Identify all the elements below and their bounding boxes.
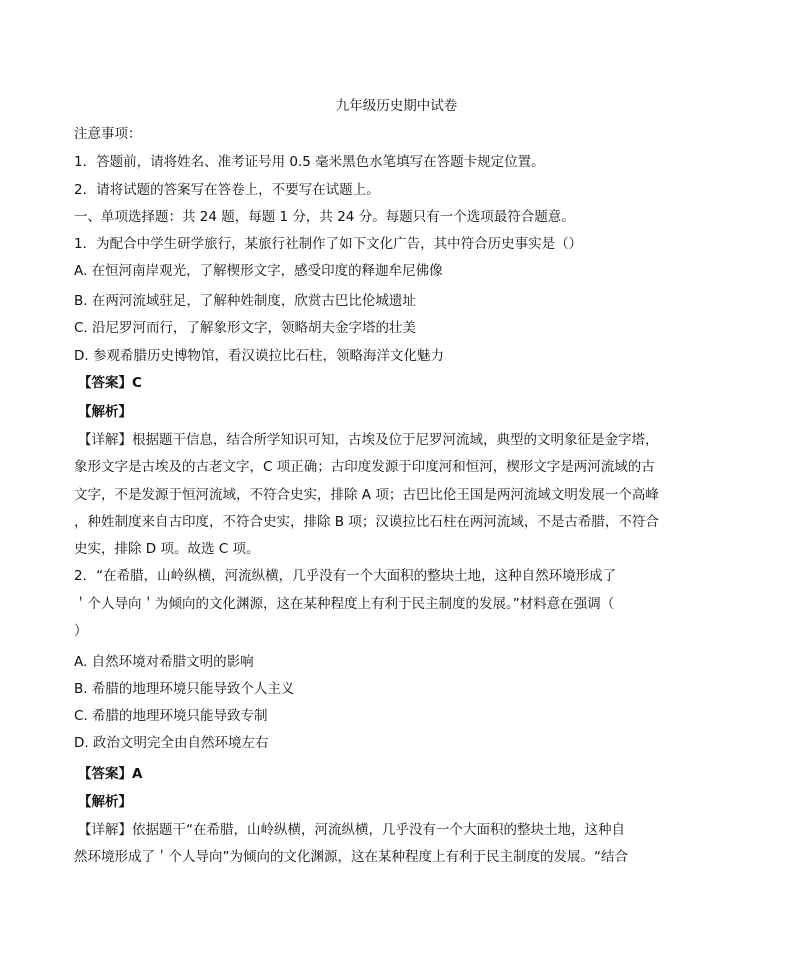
detail-line: 象形文字是古埃及的古老文字，C 项正确；古印度发源于印度河和恒河，楔形文字是两河流域的古 bbox=[74, 459, 655, 475]
detail-line: 【详解】依据题干“在希腊，山岭纵横，河流纵横，几乎没有一个大面积的整块土地，这种自 bbox=[78, 822, 625, 838]
detail-line: 然环境形成了＇个人导向”为倾向的文化渊源，这在某种程度上有利于民主制度的发展。“结合 bbox=[74, 849, 628, 865]
option: A. 自然环境对希腊文明的影响 bbox=[74, 654, 254, 670]
question-stem: ＇个人导向＇为倾向的文化渊源，这在某种程度上有利于民主制度的发展。”材料意在强调（ bbox=[74, 596, 615, 612]
option: B. 在两河流域驻足，了解种姓制度，欣赏古巴比伦城遗址 bbox=[74, 293, 416, 309]
page-title: 九年级历史期中试卷 bbox=[335, 98, 458, 114]
option: D. 政治文明完全由自然环境左右 bbox=[74, 735, 269, 751]
detail-line: 文字，不是发源于恒河流域，不符合史实，排除 A 项；古巴比伦王国是两河流域文明发展一个高峰 bbox=[74, 487, 659, 503]
option: A. 在恒河南岸观光，了解楔形文字，感受印度的释迦牟尼佛像 bbox=[74, 263, 443, 279]
option: C. 沿尼罗河而行，了解象形文字，领略胡夫金字塔的壮美 bbox=[74, 320, 417, 336]
analysis-label: 【解析】 bbox=[78, 404, 132, 420]
notice-item: 2．请将试题的答案写在答卷上，不要写在试题上。 bbox=[74, 182, 380, 198]
option: D. 参观希腊历史博物馆，看汉谟拉比石柱，领略海洋文化魅力 bbox=[74, 348, 444, 364]
detail-line: 史实，排除 D 项。故选 C 项。 bbox=[74, 541, 260, 557]
question-stem: 1．为配合中学生研学旅行，某旅行社制作了如下文化广告，其中符合历史事实是（） bbox=[74, 236, 583, 252]
option: B. 希腊的地理环境只能导致个人主义 bbox=[74, 681, 295, 697]
section-header: 一、单项选择题：共 24 题，每题 1 分，共 24 分。每题只有一个选项最符合题意。 bbox=[74, 209, 575, 225]
notice-item: 1．答题前，请将姓名、准考证号用 0.5 毫米黑色水笔填写在答题卡规定位置。 bbox=[74, 154, 545, 170]
detail-line: 【详解】根据题干信息，结合所学知识可知，古埃及位于尼罗河流域，典型的文明象征是金字塔， bbox=[78, 432, 659, 448]
question-stem: ） bbox=[74, 623, 88, 639]
option: C. 希腊的地理环境只能导致专制 bbox=[74, 708, 268, 724]
answer-label: 【答案】A bbox=[78, 766, 143, 782]
question-stem: 2．“在希腊，山岭纵横，河流纵横，几乎没有一个大面积的整块土地，这种自然环境形成了 bbox=[74, 568, 617, 584]
analysis-label: 【解析】 bbox=[78, 794, 132, 810]
notice-header: 注意事项： bbox=[74, 126, 142, 142]
answer-label: 【答案】C bbox=[78, 375, 142, 391]
detail-line: ，种姓制度来自古印度，不符合史实，排除 B 项；汉谟拉比石柱在两河流域，不是古希腊，不符合 bbox=[74, 514, 659, 530]
